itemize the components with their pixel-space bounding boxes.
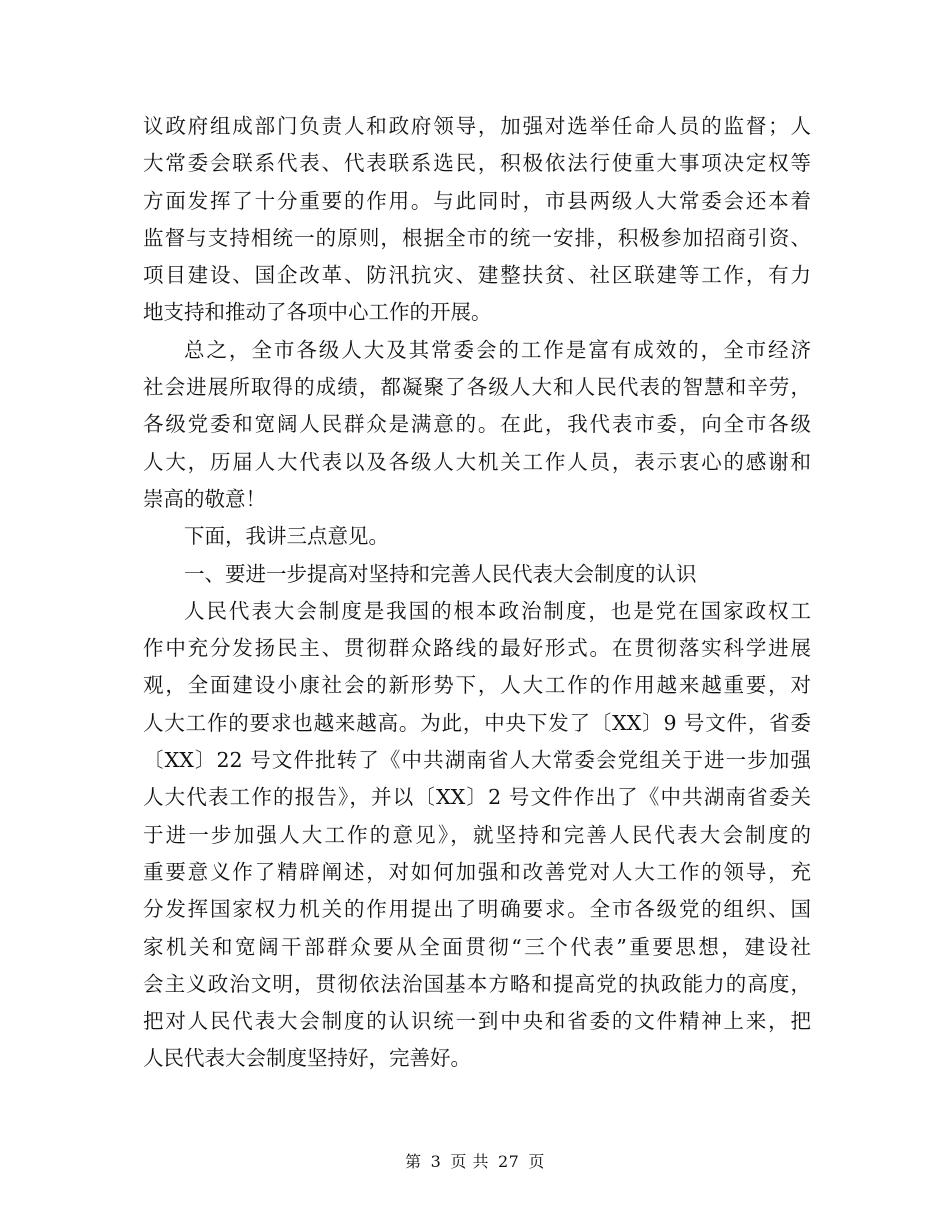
text-line: 家机关和宽阔干部群众要从全面贯彻“三个代表”重要思想，建设社 bbox=[143, 934, 811, 959]
paragraph bbox=[143, 556, 811, 593]
text-line: 〔XX〕22 号文件批转了《中共湖南省人大常委会党组关于进一步加强 bbox=[143, 748, 811, 773]
text-line: 人大代表工作的报告》，并以〔XX〕2 号文件作出了《中共湖南省委关 bbox=[143, 785, 811, 810]
paragraph bbox=[143, 593, 811, 1078]
paragraph bbox=[143, 108, 811, 332]
footer-suffix: 页 bbox=[528, 1152, 545, 1171]
text-line: 人民代表大会制度坚持好，完善好。 bbox=[143, 1046, 471, 1071]
text-line: 地支持和推动了各项中心工作的开展。 bbox=[143, 300, 492, 325]
document-body bbox=[143, 108, 811, 1078]
text-line: 于进一步加强人大工作的意见》，就坚持和完善人民代表大会制度的 bbox=[143, 822, 811, 847]
text-line: 会主义政治文明，贯彻依法治国基本方略和提高党的执政能力的高度， bbox=[143, 971, 811, 996]
text-line: 把对人民代表大会制度的认识统一到中央和省委的文件精神上来，把 bbox=[143, 1009, 811, 1034]
text-line: 大常委会联系代表、代表联系选民，积极依法行使重大事项决定权等 bbox=[143, 151, 811, 176]
text-line: 分发挥国家权力机关的作用提出了明确要求。全市各级党的组织、国 bbox=[143, 897, 811, 922]
text-line: 人大，历届人大代表以及各级人大机关工作人员，表示衷心的感谢和 bbox=[143, 449, 811, 474]
text-line: 人民代表大会制度是我国的根本政治制度，也是党在国家政权工 bbox=[184, 598, 811, 623]
footer-page-number: 3 bbox=[430, 1152, 442, 1171]
text-line: 总之，全市各级人大及其常委会的工作是富有成效的，全市经济 bbox=[184, 337, 811, 362]
text-line: 方面发挥了十分重要的作用。与此同时，市县两级人大常委会还本着 bbox=[143, 188, 811, 213]
text-line: 一、要进一步提高对坚持和完善人民代表大会制度的认识 bbox=[184, 561, 697, 586]
text-line: 重要意义作了精辟阐述，对如何加强和改善党对人大工作的领导，充 bbox=[143, 859, 811, 884]
paragraph bbox=[143, 518, 811, 555]
text-line: 社会进展所取得的成绩，都凝聚了各级人大和人民代表的智慧和辛劳， bbox=[143, 375, 811, 400]
text-line: 议政府组成部门负责人和政府领导，加强对选举任命人员的监督；人 bbox=[143, 114, 811, 138]
footer-middle: 页 共 bbox=[450, 1152, 489, 1171]
text-line: 项目建设、国企改革、防汛抗灾、建整扶贫、社区联建等工作，有力 bbox=[143, 263, 811, 288]
paragraph bbox=[143, 332, 811, 518]
text-line: 崇高的敬意！ bbox=[143, 486, 266, 511]
text-line: 观，全面建设小康社会的新形势下，人大工作的作用越来越重要，对 bbox=[143, 673, 811, 698]
text-line: 下面，我讲三点意见。 bbox=[184, 524, 389, 549]
footer-total-pages: 27 bbox=[497, 1152, 520, 1171]
text-line: 监督与支持相统一的原则，根据全市的统一安排，积极参加招商引资、 bbox=[143, 225, 811, 250]
footer-prefix: 第 bbox=[405, 1152, 422, 1171]
text-line: 各级党委和宽阔人民群众是满意的。在此，我代表市委，向全市各级 bbox=[143, 412, 811, 437]
text-line: 作中充分发扬民主、贯彻群众路线的最好形式。在贯彻落实科学进展 bbox=[143, 636, 811, 661]
text-line: 人大工作的要求也越来越高。为此，中央下发了〔XX〕9 号文件，省委 bbox=[143, 710, 811, 735]
page-footer bbox=[0, 1152, 950, 1172]
